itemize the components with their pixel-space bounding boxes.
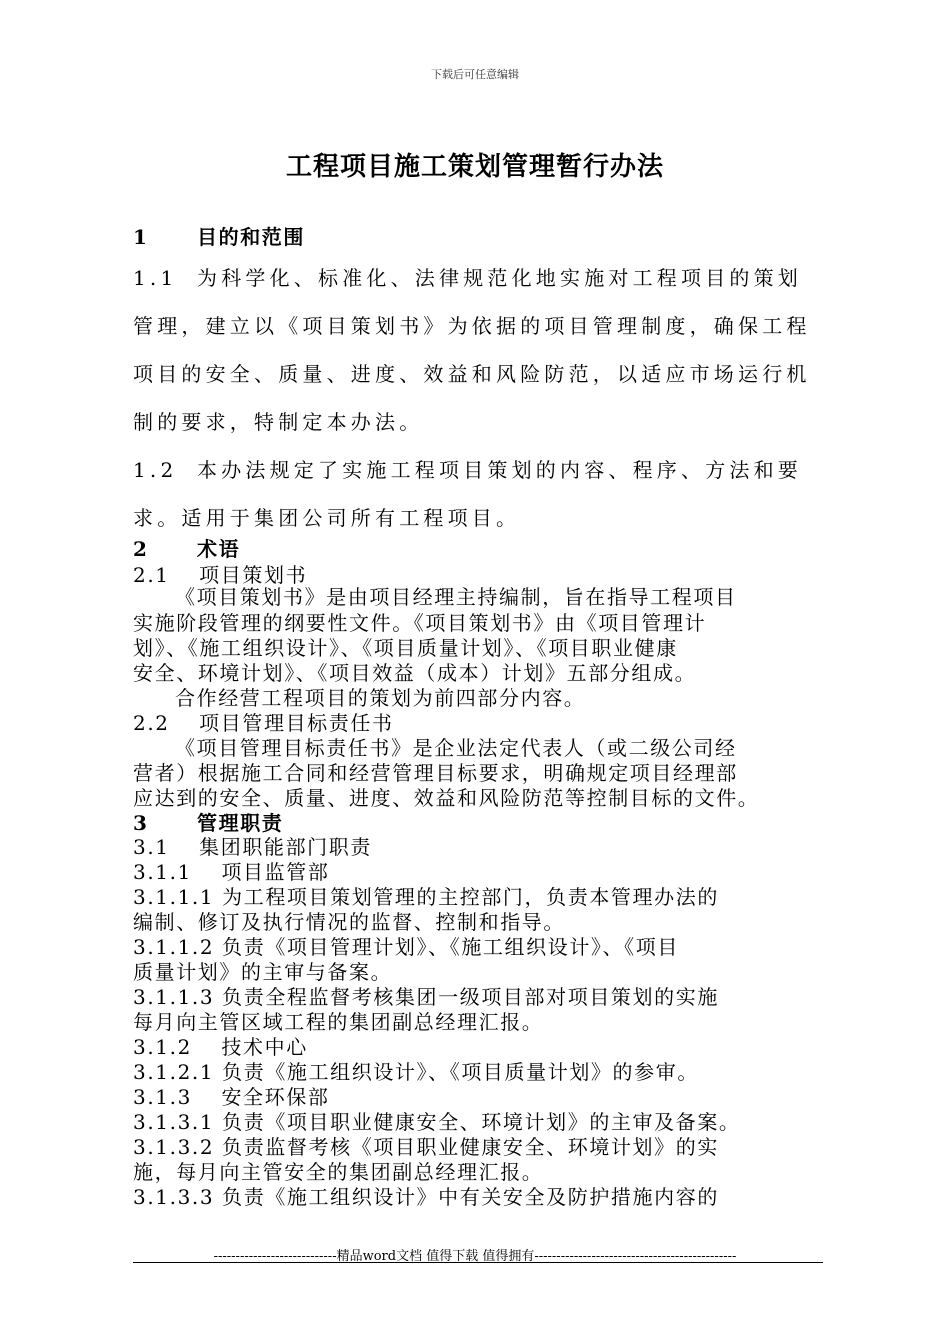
paragraph-line: 《项目策划书》是由项目经理主持编制，旨在指导工程项目 (175, 585, 737, 609)
paragraph-line: 合作经营工程项目的策划为前四部分内容。 (175, 686, 586, 710)
clause-heading: 2.2 项目管理目标责任书 (133, 711, 394, 735)
section-number: 3 (133, 811, 149, 835)
clause-heading: 3.1 集团职能部门职责 (133, 835, 372, 859)
paragraph-line: 每月向主管区域工程的集团副总经理汇报。 (133, 1010, 544, 1034)
footer-rule (133, 1262, 823, 1263)
paragraph-line: 施，每月向主管安全的集团副总经理汇报。 (133, 1160, 544, 1184)
paragraph-line: 求。适用于集团公司所有工程项目。 (133, 506, 521, 530)
paragraph-line: 安全、环境计划》、《项目效益（成本）计划》五部分组成。 (133, 661, 697, 685)
paragraph-line (133, 265, 833, 291)
clause-heading: 2.1 项目策划书 (133, 563, 308, 587)
section-1-heading (133, 224, 833, 250)
line-text: 为科学化、标准化、法律规范化地实施对工程项目的策划 (197, 266, 802, 290)
paragraph-line: 质量计划》的主审与备案。 (133, 960, 393, 984)
page-header: 下载后可任意编辑 (431, 68, 519, 81)
section-number: 2 (133, 537, 149, 561)
paragraph-line: 3.1.3.1 负责《项目职业健康安全、环境计划》的主审及备案。 (133, 1110, 741, 1134)
paragraph-line: 3.1.1.1 为工程项目策划管理的主控部门，负责本管理办法的 (133, 885, 719, 909)
paragraph-line: 编制、修订及执行情况的监督、控制和指导。 (133, 910, 565, 934)
paragraph-line: 营者）根据施工合同和经营管理目标要求，明确规定项目经理部 (133, 761, 738, 785)
clause-number: 1.2 (133, 458, 178, 482)
paragraph-line: 管理，建立以《项目策划书》为依据的项目管理制度，确保工程 (133, 314, 811, 338)
paragraph-line: 3.1.1.3 负责全程监督考核集团一级项目部对项目策划的实施 (133, 985, 719, 1009)
paragraph-line: 3.1.2.1 负责《施工组织设计》、《项目质量计划》的参审。 (133, 1060, 699, 1084)
clause-heading: 3.1.3 安全环保部 (133, 1085, 330, 1109)
clause-heading: 3.1.2 技术中心 (133, 1035, 308, 1059)
paragraph-line: 3.1.1.2 负责《项目管理计划》、《施工组织设计》、《项目 (133, 935, 679, 959)
paragraph-line: 制的要求，特制定本办法。 (133, 410, 424, 434)
line-text: 本办法规定了实施工程项目策划的内容、程序、方法和要 (197, 458, 802, 482)
document-title: 工程项目施工策划管理暂行办法 (285, 152, 664, 182)
clause-number: 1.1 (133, 266, 178, 290)
paragraph-line: 《项目管理目标责任书》是企业法定代表人（或二级公司经 (175, 736, 737, 760)
section-title: 目的和范围 (197, 225, 305, 249)
paragraph-line: 3.1.3.2 负责监督考核《项目职业健康安全、环境计划》的实 (133, 1135, 719, 1159)
section-3-heading (133, 810, 833, 836)
page-footer: ----------------------------精品word文档 值得下载 值得拥有---------------------------------------------- (213, 1249, 737, 1264)
section-title: 管理职责 (197, 811, 284, 835)
paragraph-line: 3.1.3.3 负责《施工组织设计》中有关安全及防护措施内容的 (133, 1185, 719, 1209)
paragraph-line: 项目的安全、质量、进度、效益和风险防范，以适应市场运行机 (133, 362, 811, 386)
paragraph-line (133, 457, 833, 483)
section-number: 1 (133, 225, 149, 249)
paragraph-line: 应达到的安全、质量、进度、效益和风险防范等控制目标的文件。 (133, 786, 760, 810)
paragraph-line: 实施阶段管理的纲要性文件。《项目策划书》由《项目管理计 (133, 611, 707, 635)
clause-heading: 3.1.1 项目监管部 (133, 860, 330, 884)
paragraph-line: 划》、《施工组织设计》、《项目质量计划》、《项目职业健康 (133, 636, 678, 660)
section-2-heading (133, 536, 833, 562)
section-title: 术语 (197, 537, 241, 561)
